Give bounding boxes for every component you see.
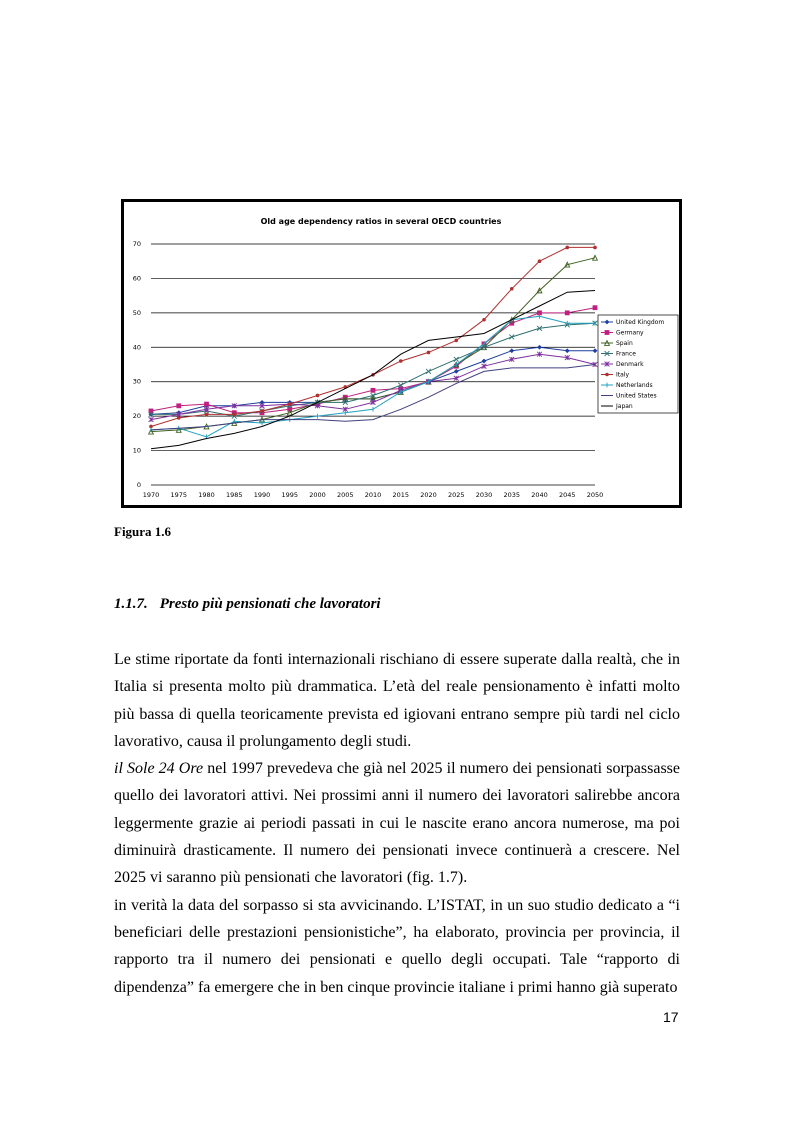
data-point (205, 413, 209, 417)
data-point (593, 255, 598, 260)
data-point (232, 413, 236, 417)
legend-entry: Germany (616, 329, 644, 337)
legend-entry: Japan (616, 403, 633, 410)
x-tick-label: 1980 (198, 491, 215, 499)
legend-entry: Netherlands (616, 382, 653, 389)
x-tick-label: 2035 (503, 491, 521, 499)
paragraph-1: Le stime riportate da fonti internazionali rischiano di essere superate dalla realtà, che in Italia si presenta molto più drammatica. L’età del reale pensionamento è infatti molto più bassa di quella teoricamente prevista ed igiovani entrano sempre più tardi nel ciclo lavorativo, causa il prolungamento degli studi. (114, 651, 680, 750)
data-point (537, 345, 542, 350)
data-point (509, 348, 514, 353)
y-tick-label: 50 (132, 308, 141, 317)
data-point (538, 259, 542, 263)
data-point (593, 246, 597, 250)
x-tick-label: 2050 (586, 491, 604, 499)
x-tick-label: 2040 (531, 491, 548, 499)
data-point (176, 403, 181, 408)
legend-entry: Spain (616, 340, 633, 347)
legend-entry: United Kingdom (616, 319, 665, 326)
data-point (204, 402, 209, 407)
x-tick-label: 2010 (364, 491, 382, 499)
section-number: 1.1.7. (114, 596, 148, 612)
data-point (565, 348, 570, 353)
data-point (605, 330, 610, 335)
x-tick-label: 2005 (336, 491, 354, 499)
x-tick-label: 1995 (281, 491, 299, 499)
section-heading (114, 596, 381, 613)
y-tick-label: 60 (132, 274, 141, 283)
paragraph-3: in verità la data del sorpasso si sta avvicinando. L’ISTAT, in un suo studio dedicato a “i beneficiari delle prestazioni pensionistiche”, ha elaborato, provincia per provincia, il rapporto tra il numero dei pensionati e quello degli occupati. Tale “rapporto di dipendenza” fa emergere che in ben cinque provincie italiane i primi hanno già superato (114, 896, 680, 996)
data-point (288, 402, 292, 406)
paragraph-2-text: nel 1997 prevedeva che già nel 2025 il numero dei pensionati sorpassasse quello dei lavoratori attivi. Nei prossimi anni il numero dei lavoratori salirebbe ancora leggermente grazie ai periodi passati in cui le nascite erano ancora numerose, ma poi diminuirà drasticamente. Il numero dei pensionati invece continuerà a crescere. Nel 2025 vi saranno più pensionati che lavoratori (fig. 1.7). (114, 760, 681, 887)
x-tick-label: 2000 (309, 491, 326, 499)
y-tick-label: 40 (132, 343, 141, 352)
y-tick-label: 10 (132, 446, 141, 455)
figure-caption: Figura 1.6 (114, 524, 172, 539)
data-point (482, 359, 487, 364)
x-tick-label: 2045 (558, 491, 576, 499)
data-point (565, 246, 569, 250)
data-point (593, 305, 598, 310)
data-point (593, 348, 598, 353)
data-point (510, 287, 514, 291)
data-point (605, 373, 609, 377)
data-point (427, 351, 431, 355)
page-number: 17 (663, 1009, 679, 1025)
data-point (454, 357, 459, 362)
body-text (114, 646, 680, 1001)
x-tick-label: 1975 (170, 491, 188, 499)
data-point (371, 388, 376, 393)
legend-entry: United States (616, 392, 657, 400)
data-point (399, 359, 403, 363)
y-tick-label: 0 (136, 481, 141, 489)
line-chart (124, 202, 679, 505)
section-title: Presto più pensionati che lavoratori (159, 596, 381, 612)
data-point (316, 394, 320, 398)
y-tick-label: 20 (132, 412, 141, 421)
x-tick-label: 1985 (225, 491, 243, 499)
legend-entry: Denmark (616, 361, 644, 368)
legend-entry: Italy (616, 371, 630, 379)
data-point (454, 339, 458, 343)
data-point (482, 318, 486, 322)
data-point (177, 416, 181, 420)
data-point (260, 409, 264, 413)
data-point (565, 310, 570, 315)
data-point (426, 369, 431, 374)
chart-title: Old age dependency ratios in several OECD countries (260, 217, 502, 226)
x-tick-label: 2020 (420, 491, 437, 499)
x-tick-label: 1990 (253, 491, 271, 499)
x-tick-label: 2025 (447, 491, 465, 499)
data-point (454, 369, 459, 374)
y-tick-label: 70 (132, 240, 141, 248)
chart-figure (121, 199, 682, 508)
x-tick-label: 2030 (475, 491, 493, 499)
newspaper-name: il Sole 24 Ore (114, 760, 204, 778)
legend-entry: France (616, 350, 636, 358)
x-tick-label: 1970 (142, 491, 160, 499)
paragraph-2 (114, 755, 680, 891)
y-tick-label: 30 (132, 377, 141, 386)
x-tick-label: 2015 (392, 491, 410, 499)
